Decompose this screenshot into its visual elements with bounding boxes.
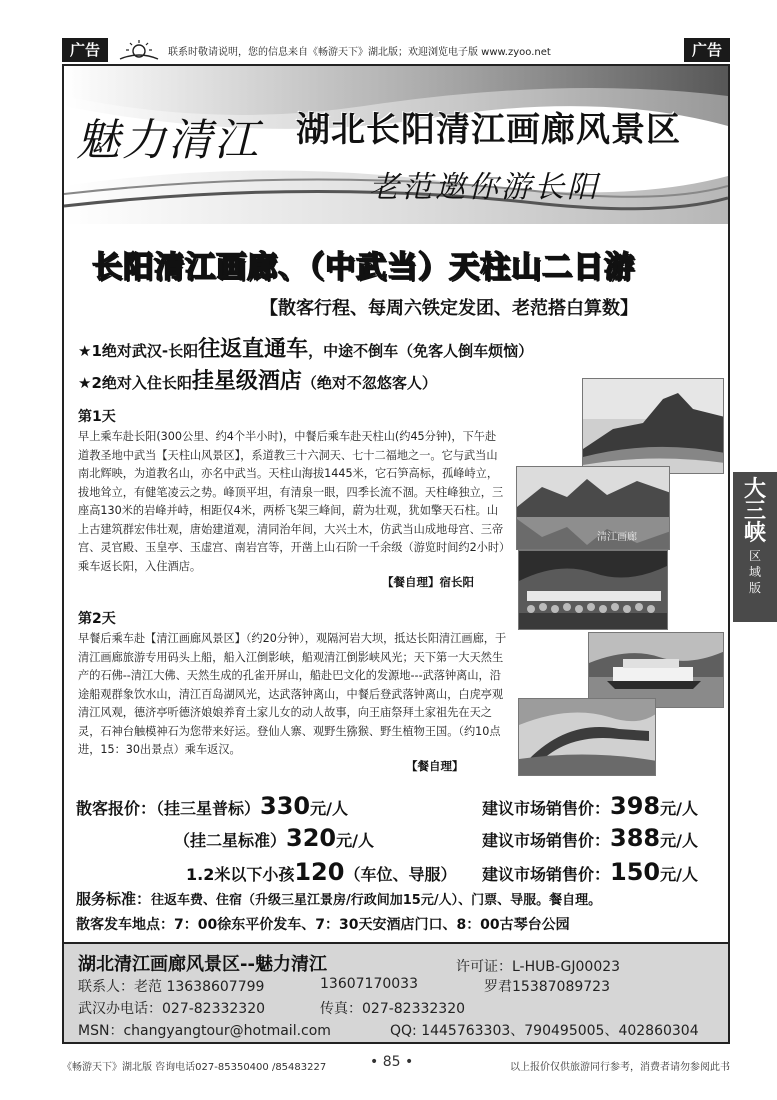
price-row-child [186,858,456,886]
top-header [62,38,730,64]
market-unit-1: 元/人 [660,799,698,818]
market-label-3: 建议市场销售价： [482,865,611,884]
section-side-tab [733,472,777,622]
magazine-logo [116,39,162,61]
page-number: • 85 • [370,1054,414,1070]
photo-caption: 清江画廊 [597,532,637,543]
tour-title: 长阳清江画廊、（中武当）天柱山二日游 [92,250,635,285]
feature1-suffix: ，中途不倒车（免客人倒车烦恼） [308,342,534,360]
ad-label-left: 广告 [62,38,108,62]
price-row-two-star [174,824,374,852]
price-value-2: 320 [286,824,337,852]
service-text: 往返车费、住宿（升级三星江景房/行政间加15元/人）、门票、导服。餐自理。 [151,893,602,908]
service-standard [76,888,601,909]
market-label-2: 建议市场销售价： [482,831,611,850]
service-label: 服务标准： [76,890,152,908]
contact-person: 联系人：老范 13638607799 [78,979,265,995]
market-value-2: 388 [610,824,661,852]
header-info: 联系时敬请说明，您的信息来自《畅游天下》湖北版；欢迎浏览电子版 www.zyoo.net [168,47,551,58]
photo-dam [518,698,656,776]
price-tier-2: （挂二星标准） [174,831,287,850]
banner-title: 湖北长阳清江画廊风景区 [296,110,681,150]
brand-script: 魅力清江 [76,115,260,166]
contact-phone2: 13607170033 [320,976,418,992]
market-price-3 [482,858,698,886]
day1-heading: 第1天 [78,409,116,425]
depart-label: 散客发车地点： [76,917,174,933]
photo-cruise-ship [588,632,724,708]
contact-msn: MSN：changyangtour@hotmail.com [78,1023,331,1039]
price-tier-3: 1.2米以下小孩 [186,865,295,884]
feature2-suffix: （绝对不忽悠客人） [301,374,437,392]
day2-heading: 第2天 [78,611,116,627]
market-value-3: 150 [610,858,661,886]
advert-frame [62,64,730,1044]
footer-contact: 《畅游天下》湖北版 咨询电话027-85350400 /85483227 [62,1062,327,1073]
feature1-prefix: ★1绝对武汉-长阳 [78,342,199,360]
market-price-2 [482,824,698,852]
banner [64,66,728,224]
footer-disclaimer: 以上报价仅供旅游同行参考，消费者请勿参阅此书 [510,1062,730,1073]
photo-tour-group [518,550,668,630]
price-value-3: 120 [294,858,345,886]
price-unit-2: 元/人 [336,831,374,850]
sidetab-title: 大三峡 [744,476,767,546]
feature2-prefix: ★2绝对入住长阳 [78,374,192,392]
day2-description: 早餐后乘车赴【清江画廊风景区】（约20分钟），观隔河岩大坝，抵达长阳清江画廊，于清江画廊旅游专用码头上船，船入江倒影峡，船观清江倒影峡风光；天下第一大天然生产的石佛--清江大佛、天然生成的孔雀开屏山，船赴巴文化的发源地---武落钟离山，沿途船观群象饮水山，清江百岛湖风光，达武落钟离山，中餐后登武落钟离山，白虎亭观清江风观，德济亭听德济娘娘养育土家儿女的动人故事，向王庙祭拜土家祖先在天之灵，石神台触模神石为您带来好运。登仙人寨、观野生猕猴、野生植物王国。（约10点进，15：30出景点）乘车返汉。 [78,632,507,756]
contact-company: 湖北清江画廊风景区--魅力清江 [78,954,327,975]
price-label: 散客报价： [76,799,157,818]
photo-river-gorge [516,466,670,550]
price-unit-1: 元/人 [310,799,348,818]
depart-text: 7：00徐东平价发车、7：30天安酒店门口、8：00古琴台公园 [174,917,570,933]
feature-direct-bus [78,332,533,363]
contact-person2: 罗君15387089723 [484,979,610,995]
page-footer [62,1054,730,1074]
departure-points [76,914,570,934]
market-unit-3: 元/人 [660,865,698,884]
photo-mountain-peak [582,378,724,474]
day1-description: 早上乘车赴长阳(300公里、约4个半小时)，中餐后乘车赴天柱山(约45分钟)，下午赴道教圣地中武当【天柱山风景区】，系道教三十六洞天、七十二福地之一。它与武当山南北辉映，为道教名山，亦名中武当。天柱山海拔1445米，它石笋高标，孤峰峙立，拔地耸立，有健笔凌云之势。峰顶平坦，有清泉一眼，四季长流不涸。天柱峰独立，三座高130米的岩峰并峙，相距仅4米，两桥飞架三峰间，蔚为壮观，犹如擎天石柱。山上古建筑群宏伟壮观，唐始建道观，清同治年间，大兴土木，仿武当山成地母宫、三帝宫、灵官殿、玉皇亭、玉虚宫、南岩宫等，开凿上山石阶一千余级（游览时间约2小时）乘车返长阳，入住酒店。 [78,430,505,573]
ad-label-right: 广告 [684,38,730,62]
price-value-1: 330 [260,792,311,820]
sidetab-subtitle: 区域版 [749,549,762,595]
price-tier-1: （挂三星普标） [156,799,261,818]
tour-notice: 【散客行程、每周六铁定发团、老范搭白算数】 [260,298,638,319]
contact-qq: QQ: 1445763303、790495005、402860304 [390,1023,699,1039]
banner-slogan: 老范邀你游长阳 [369,170,600,205]
contact-fax: 传真：027-82332320 [320,1001,466,1017]
market-label-1: 建议市场销售价： [482,799,611,818]
feature1-highlight: 往返直通车 [198,337,309,362]
price-row-three-star [76,792,348,820]
contact-license: 许可证：L-HUB-GJ00023 [456,959,621,975]
feature-star-hotel [78,364,437,395]
day2-meal-note: 【餐自理】 [406,759,464,773]
contact-office-phone: 武汉办电话：027-82332320 [78,1001,266,1017]
market-price-1 [482,792,698,820]
market-value-1: 398 [610,792,661,820]
price-unit-3: （车位、导服） [344,865,457,884]
day1-meal-note: 【餐自理】宿长阳 [382,575,474,589]
feature2-highlight: 挂星级酒店 [191,369,302,394]
market-unit-2: 元/人 [660,831,698,850]
contact-block [64,942,728,1042]
